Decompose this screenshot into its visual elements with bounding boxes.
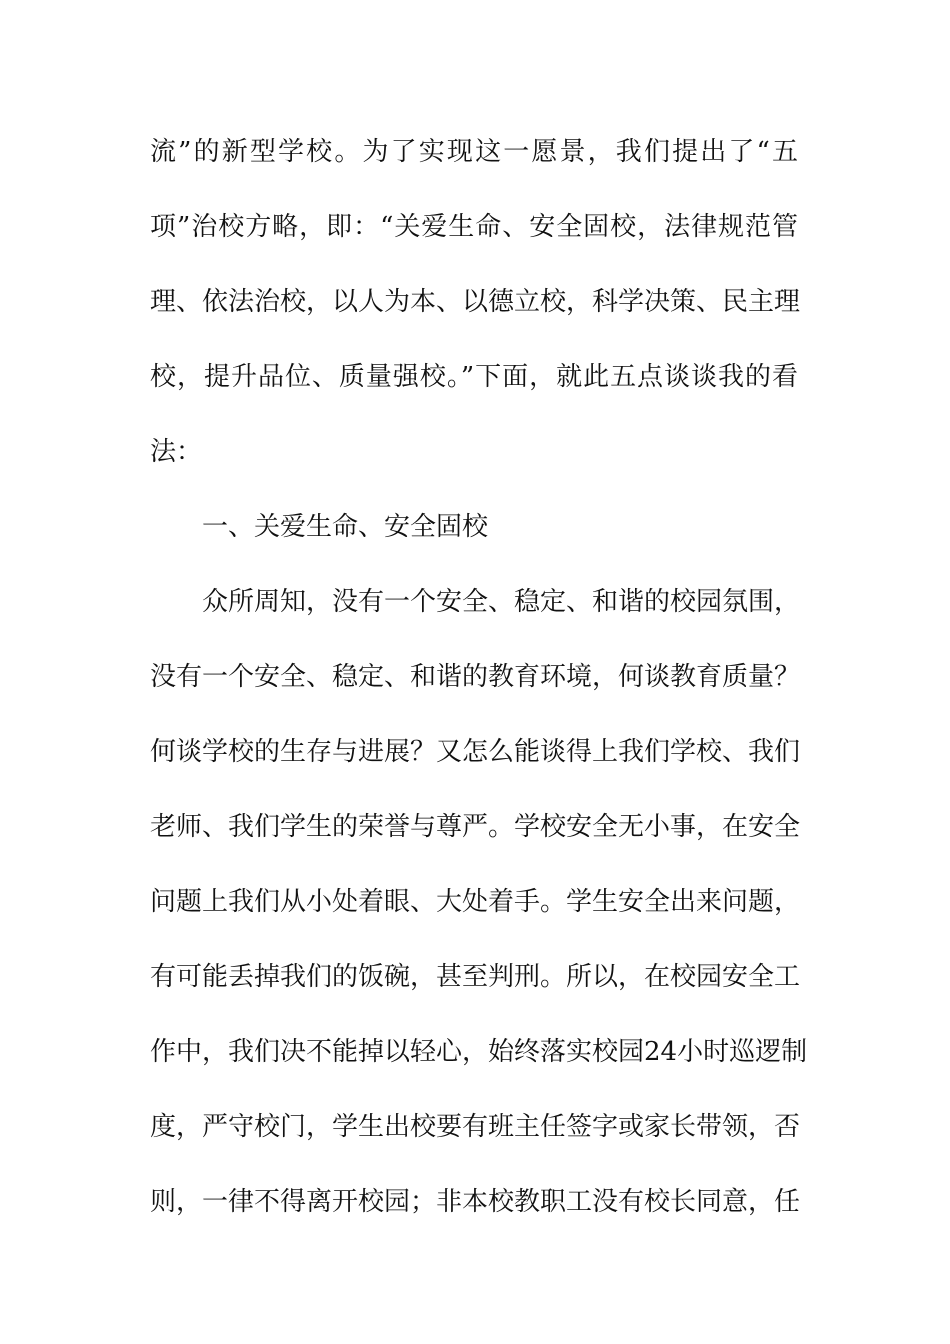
paragraph-line: 校，提升品位、质量强校。”下面，就此五点谈谈我的看 [150,362,798,392]
section-heading: 一、关爱生命、安全固校 [202,512,489,542]
paragraph-line: 项”治校方略，即：“关爱生命、安全固校，法律规范管 [150,212,798,242]
paragraph-line: 则，一律不得离开校园；非本校教职工没有校长同意，任 [150,1187,801,1217]
paragraph-line: 法： [150,437,203,467]
paragraph-line: 作中，我们决不能掉以轻心，始终落实校园24小时巡逻制 [150,1037,808,1067]
paragraph-line: 流”的新型学校。为了实现这一愿景，我们提出了“五 [150,137,798,167]
paragraph-line: 何谈学校的生存与进展？又怎么能谈得上我们学校、我们 [150,737,801,767]
paragraph-line: 老师、我们学生的荣誉与尊严。学校安全无小事，在安全 [150,812,801,842]
paragraph-line: 众所周知，没有一个安全、稳定、和谐的校园氛围， [202,587,801,617]
paragraph-line: 理、依法治校，以人为本、以德立校，科学决策、民主理 [150,287,801,317]
paragraph-line: 没有一个安全、稳定、和谐的教育环境，何谈教育质量？ [150,662,801,692]
paragraph-line: 度，严守校门，学生出校要有班主任签字或家长带领，否 [150,1112,801,1142]
paragraph-line: 问题上我们从小处着眼、大处着手。学生安全出来问题， [150,887,801,917]
paragraph-line: 有可能丢掉我们的饭碗，甚至判刑。所以，在校园安全工 [150,962,801,992]
